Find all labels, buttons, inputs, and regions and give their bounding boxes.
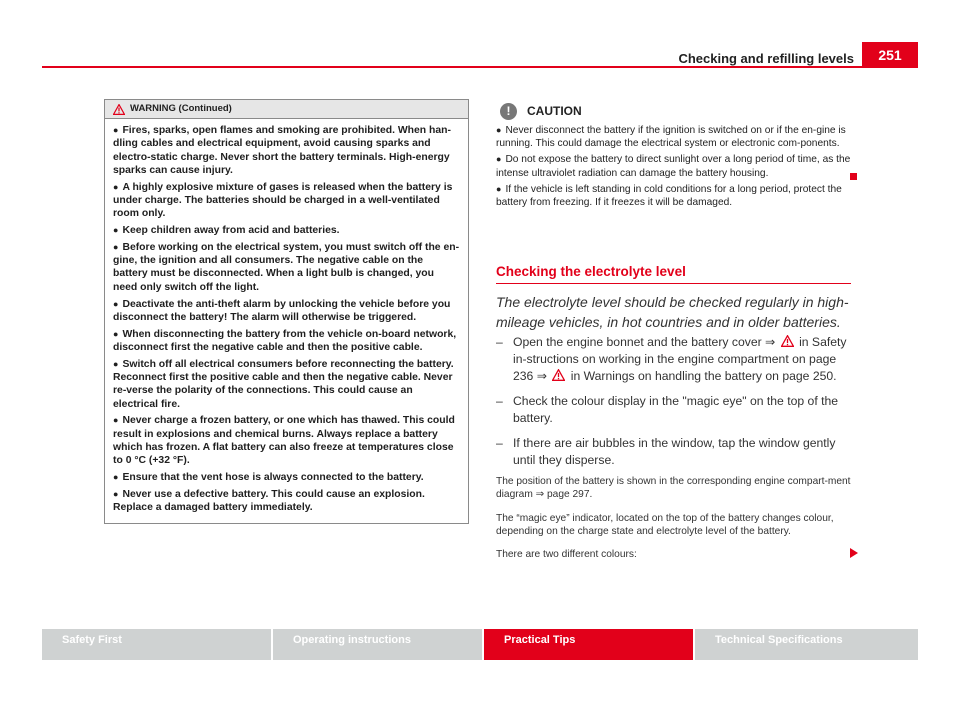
caution-item: ● Never disconnect the battery if the ignition is switched on or if the en-gine is running. This could damage the electrical system or electronic com-ponents. — [496, 125, 846, 150]
tab-safety-first[interactable]: Safety First — [42, 629, 271, 660]
page-number: 251 — [862, 42, 918, 66]
caution-header — [496, 100, 851, 122]
warning-item: ● When disconnecting the battery from the vehicle on-board network, disconnect first the negative cable and then the positive cable. — [113, 328, 457, 353]
paragraph: There are two different colours: — [496, 549, 637, 560]
warning-list — [105, 119, 468, 523]
caution-title: CAUTION — [527, 104, 582, 118]
caution-item: ● Do not expose the battery to direct sunlight over a long period of time, as the intense ultraviolet radiation can damage the battery housing. — [496, 154, 851, 179]
warning-item: ● Ensure that the vent hose is always connected to the battery. — [113, 472, 424, 484]
tab-technical-specifications[interactable]: Technical Specifications — [695, 629, 918, 660]
exclamation-icon: ! — [500, 103, 517, 120]
section-end-marker — [850, 173, 857, 180]
warning-item: ● Fires, sparks, open flames and smoking are prohibited. When han-dling cables and electrical equipment, avoid causing sparks and electro-static charge. Never short the battery terminals. High-energy sparks can cause injury. — [113, 125, 451, 176]
continued-arrow-icon — [850, 548, 858, 558]
section-intro: The electrolyte level should be checked regularly in high-mileage vehicles, in hot countries and in older batteries. — [496, 294, 849, 330]
paragraph: The “magic eye” indicator, located on the top of the battery changes colour, depending on the charge state and electrolyte level of the battery. — [496, 513, 834, 538]
warning-title: WARNING (Continued) — [130, 103, 232, 115]
warning-box — [104, 99, 469, 524]
section-title: Checking and refilling levels — [678, 51, 854, 66]
warning-item: ● Keep children away from acid and batteries. — [113, 225, 340, 237]
footer-nav — [42, 629, 918, 660]
warning-item: ● Before working on the electrical system, you must switch off the en-gine, the ignition and all consumers. The negative cable on the battery must be disconnected. When a light bulb is changed, you need only switch off the light. — [113, 241, 460, 293]
caution-block — [496, 100, 851, 212]
warning-triangle-icon — [552, 369, 565, 381]
section-heading: Checking the electrolyte level — [496, 264, 851, 284]
warning-triangle-icon — [113, 104, 125, 115]
tab-practical-tips[interactable]: Practical Tips — [484, 629, 693, 660]
warning-item: ● Switch off all electrical consumers before reconnecting the battery. Reconnect first the positive cable and then the negative cable. Never re-verse the polarity of the connections. This could cause an electrical fire. — [113, 358, 454, 410]
caution-list — [496, 124, 851, 209]
page-header — [42, 42, 918, 68]
caution-item: ● If the vehicle is left standing in cold conditions for a long period, protect the battery from freezing. If it freezes it will be damaged. — [496, 183, 851, 209]
warning-item: ● Never charge a frozen battery, or one which has thawed. This could result in explosions and chemical burns. Always replace a battery which has frozen. A flat battery can also freeze at temperatures close to 0 °C (+32 °F). — [113, 415, 455, 467]
warning-item: ● Deactivate the anti-theft alarm by unlocking the vehicle before you disconnect the battery! The alarm will otherwise be triggered. — [113, 298, 451, 323]
step-list — [496, 334, 856, 477]
warning-item: ● Never use a defective battery. This could cause an explosion. Replace a damaged battery immediately. — [113, 488, 425, 514]
warning-header — [105, 100, 468, 119]
step-item: – Open the engine bonnet and the battery cover ⇒ in Safety in-structions on working in the engine compartment on page 236 ⇒ in Warnings on handling the battery on page 250. — [496, 335, 847, 383]
warning-item: ● A highly explosive mixture of gases is released when the battery is under charge. The batteries should be charged in a well-ventilated room only. — [113, 181, 453, 220]
paragraph: The position of the battery is shown in the corresponding engine compart-ment diagram ⇒ page 297. — [496, 476, 851, 501]
warning-triangle-icon — [781, 335, 794, 347]
tab-operating-instructions[interactable]: Operating instructions — [273, 629, 482, 660]
step-item: – If there are air bubbles in the window, tap the window gently until they disperse. — [496, 436, 836, 467]
step-item: – Check the colour display in the "magic eye" on the top of the battery. — [496, 394, 839, 425]
